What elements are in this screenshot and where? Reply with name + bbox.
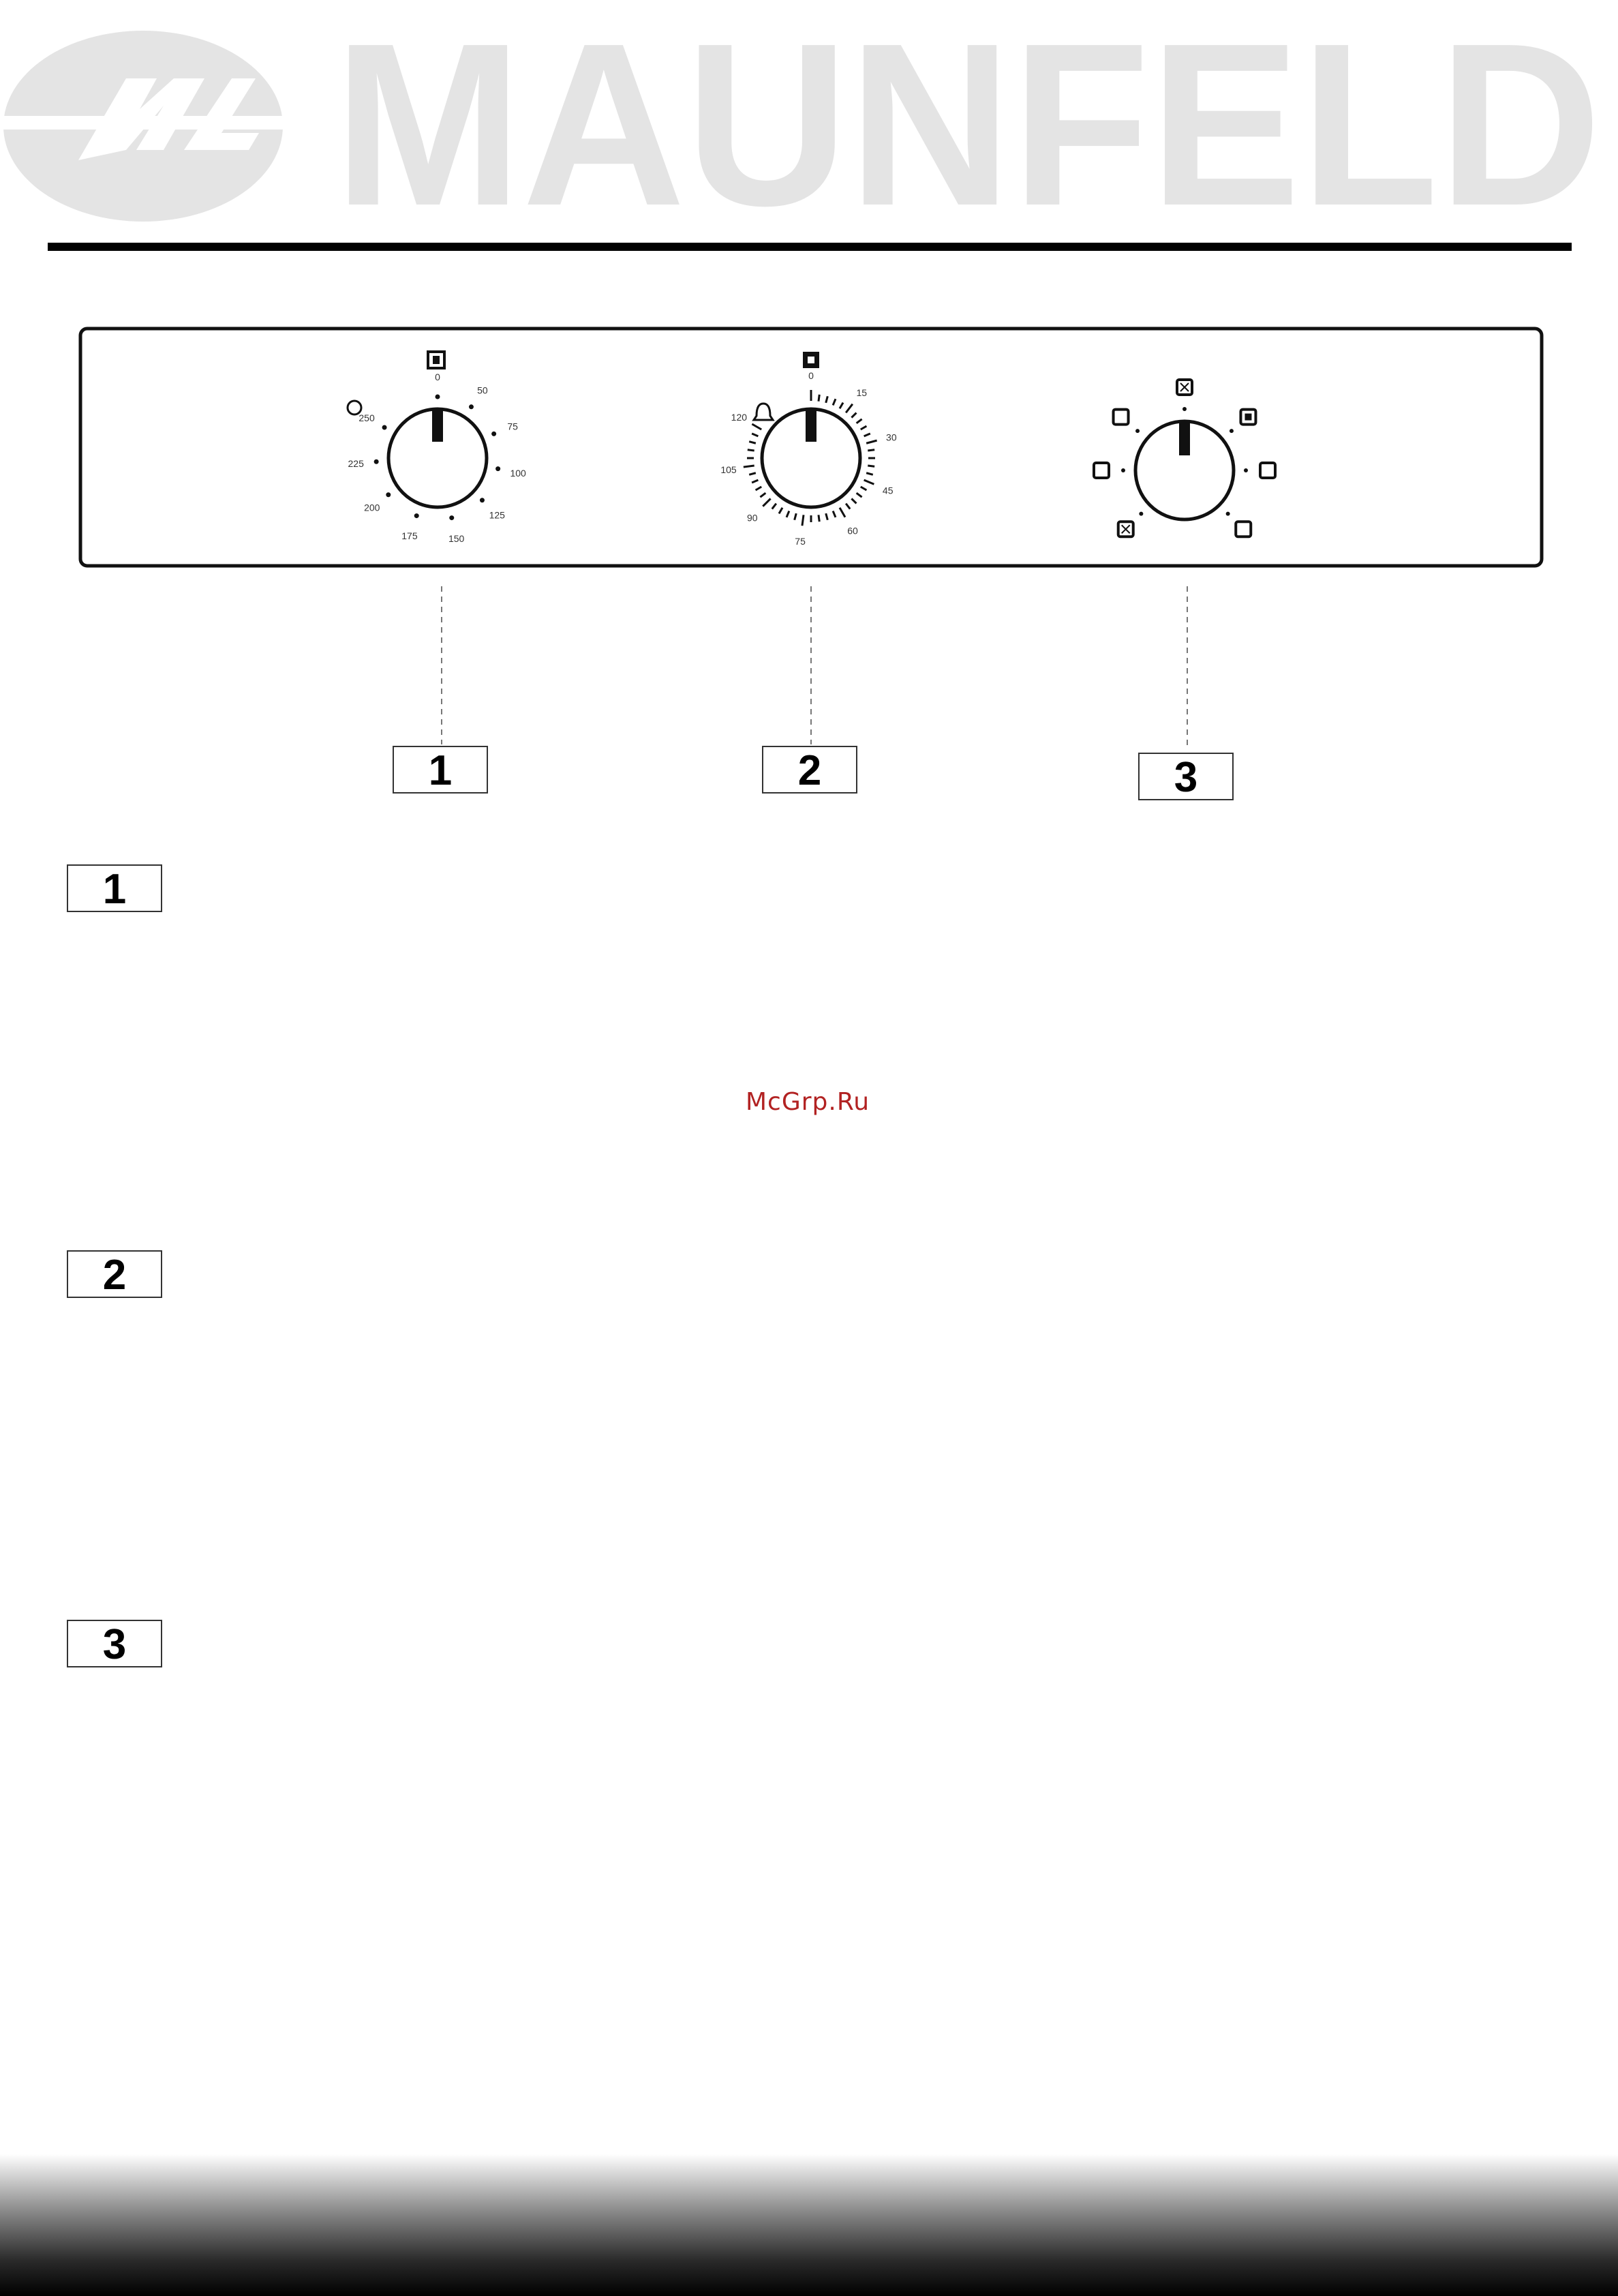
brand-wordmark: MAUNFELD <box>334 20 1602 232</box>
oven-lamp-icon <box>428 352 444 368</box>
scale-tick <box>491 432 496 436</box>
timer-label: 15 <box>856 387 868 399</box>
scale-label: 0 <box>435 372 440 382</box>
scale-tick <box>495 466 500 471</box>
maunfeld-logo <box>0 20 1618 232</box>
scale-tick <box>414 513 419 518</box>
bottom-heat-icon <box>1118 522 1133 537</box>
scale-tick <box>469 404 474 409</box>
timer-label: 45 <box>882 485 894 496</box>
mode-tick <box>1121 468 1125 472</box>
thermostat-knob[interactable] <box>388 408 487 507</box>
scale-tick <box>374 459 379 464</box>
scale-label: 225 <box>348 457 364 469</box>
mode-tick <box>1244 468 1248 472</box>
timer-tick <box>744 466 754 467</box>
mode-tick <box>1226 512 1230 516</box>
section-heading-2: 2 <box>67 1250 162 1298</box>
timer-label: 90 <box>746 512 758 524</box>
section-heading-1: 1 <box>67 864 162 912</box>
scale-label: 150 <box>448 532 465 544</box>
callout-1: 1 <box>393 746 488 794</box>
grill-fan-icon <box>1094 463 1109 478</box>
header-rule <box>48 243 1572 251</box>
scale-tick <box>436 395 440 399</box>
scale-tick <box>480 498 485 502</box>
watermark: McGrp.Ru <box>746 1088 870 1116</box>
mode-tick <box>1135 429 1140 433</box>
scale-label: 75 <box>507 421 518 432</box>
footer-gradient <box>0 2154 1618 2296</box>
scale-tick <box>449 515 454 520</box>
timer-icon <box>803 352 819 368</box>
timer-knob[interactable] <box>762 408 860 507</box>
scale-tick <box>382 425 387 430</box>
timer-label: 30 <box>886 432 897 443</box>
scale-label: 125 <box>489 509 505 521</box>
timer-label: 105 <box>720 464 737 475</box>
section-heading-3: 3 <box>67 1620 162 1667</box>
timer-label: 75 <box>795 535 806 547</box>
timer-tick <box>868 450 874 451</box>
control-panel-diagram <box>68 314 1554 804</box>
defrost-icon <box>1177 380 1192 395</box>
mode-tick <box>1182 407 1187 411</box>
timer-tick <box>748 450 754 451</box>
top-heat-icon <box>1114 410 1129 425</box>
callout-3: 3 <box>1138 753 1234 800</box>
mode-tick <box>1139 512 1143 516</box>
fan-heat-icon <box>1236 522 1251 537</box>
timer-label: 0 <box>808 370 814 381</box>
top-bottom-heat-icon <box>1260 463 1275 478</box>
function-selector-knob[interactable] <box>1135 420 1234 519</box>
callout-2: 2 <box>762 746 857 794</box>
timer-label: 120 <box>731 412 748 423</box>
scale-label: 250 <box>358 412 375 423</box>
scale-label: 50 <box>477 384 488 396</box>
scale-label: 100 <box>510 467 526 479</box>
lamp-icon <box>1240 410 1255 425</box>
timer-label: 60 <box>847 525 858 537</box>
timer-tick <box>802 515 804 526</box>
scale-tick <box>386 492 391 497</box>
scale-label: 200 <box>364 502 380 513</box>
scale-label: 175 <box>401 530 418 541</box>
mode-tick <box>1230 429 1234 433</box>
